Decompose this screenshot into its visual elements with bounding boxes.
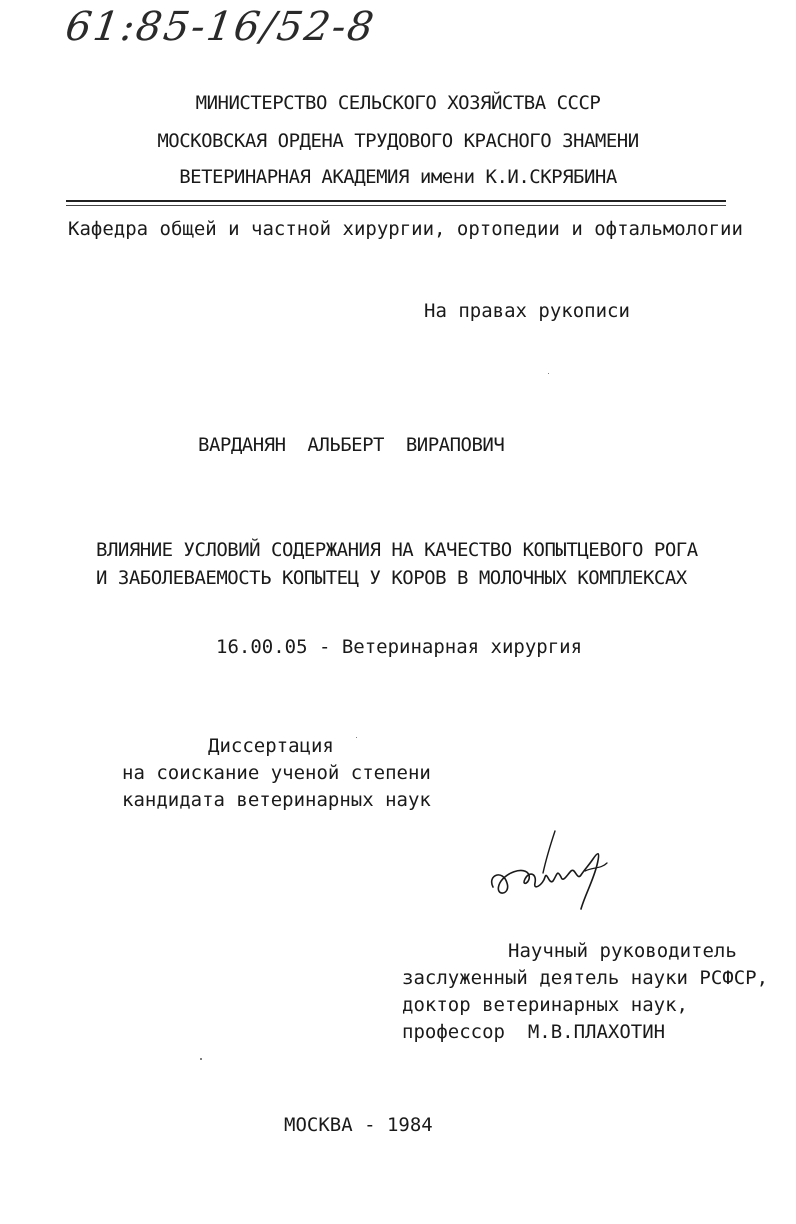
supervisor-honor: заслуженный деятель науки РСФСР, bbox=[402, 967, 769, 989]
archive-number-handwritten: 61:85-16/52-8 bbox=[62, 4, 379, 50]
academy-heading-line2: ВЕТЕРИНАРНАЯ АКАДЕМИЯ имени К.И.СКРЯБИНА bbox=[179, 166, 617, 188]
dissertation-title-line2: И ЗАБОЛЕВАЕМОСТЬ КОПЫТЕЦ У КОРОВ В МОЛОЧНЫХ КОМПЛЕКСАХ bbox=[96, 567, 687, 589]
paper-speck bbox=[548, 373, 549, 374]
degree-line2: на соискание ученой степени bbox=[122, 762, 431, 784]
signature-image bbox=[485, 825, 615, 915]
paper-speck bbox=[356, 737, 357, 738]
degree-line1: Диссертация bbox=[208, 735, 334, 757]
degree-line3: кандидата ветеринарных наук bbox=[122, 789, 431, 811]
ministry-heading: МИНИСТЕРСТВО СЕЛЬСКОГО ХОЗЯЙСТВА СССР bbox=[195, 92, 601, 114]
city-and-year: МОСКВА - 1984 bbox=[284, 1114, 433, 1136]
paper-speck bbox=[200, 1058, 202, 1060]
academy-heading-line1: МОСКОВСКАЯ ОРДЕНА ТРУДОВОГО КРАСНОГО ЗНАМЕНИ bbox=[157, 130, 639, 152]
header-divider-thick bbox=[66, 200, 726, 202]
supervisor-degree: доктор ветеринарных наук, bbox=[402, 994, 688, 1016]
department-name: Кафедра общей и частной хирургии, ортопедии и офтальмологии bbox=[68, 218, 743, 240]
author-name: ВАРДАНЯН АЛЬБЕРТ ВИРАПОВИЧ bbox=[198, 434, 505, 456]
supervisor-title: Научный руководитель bbox=[508, 940, 737, 962]
dissertation-title-line1: ВЛИЯНИЕ УСЛОВИЙ СОДЕРЖАНИЯ НА КАЧЕСТВО КОПЫТЦЕВОГО РОГА bbox=[96, 539, 698, 561]
supervisor-name: профессор М.В.ПЛАХОТИН bbox=[402, 1021, 666, 1043]
specialty-code: 16.00.05 - Ветеринарная хирургия bbox=[216, 636, 583, 658]
header-divider-thin bbox=[66, 205, 726, 206]
manuscript-rights-note: На правах рукописи bbox=[424, 300, 630, 322]
